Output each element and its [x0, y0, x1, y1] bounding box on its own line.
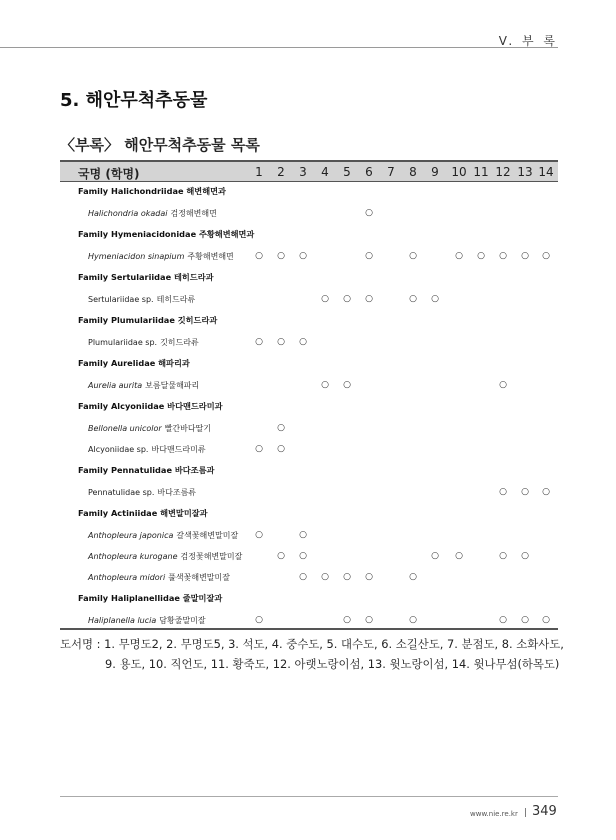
- scientific-name: Bellonella unicolor: [88, 424, 162, 433]
- scientific-name: Anthopleura midori: [88, 573, 166, 582]
- presence-mark: ○: [365, 294, 373, 304]
- presence-mark: ○: [431, 551, 439, 561]
- korean-name: 테히드라류: [156, 295, 196, 304]
- species-row: [60, 290, 558, 311]
- column-header-11: 11: [473, 165, 489, 179]
- korean-name: 주황해변해면: [187, 252, 234, 261]
- presence-mark: ○: [255, 615, 263, 625]
- presence-mark: ○: [542, 615, 550, 625]
- presence-mark: ○: [321, 572, 329, 582]
- presence-mark: ○: [277, 423, 285, 433]
- korean-name: 검정해변해면: [170, 209, 217, 218]
- family-row: [60, 268, 558, 290]
- family-label: Family Hymeniacidonidae 주황해변해면과: [78, 229, 255, 239]
- presence-mark: ○: [277, 337, 285, 347]
- column-header-10: 10: [451, 165, 467, 179]
- header-rule: [0, 47, 558, 48]
- presence-mark: ○: [299, 551, 307, 561]
- table-header: [60, 160, 558, 182]
- species-label: [88, 251, 234, 262]
- family-label: Family Sertulariidae 테히드라과: [78, 272, 214, 282]
- footer-separator: |: [524, 808, 528, 818]
- species-row: [60, 247, 558, 268]
- species-label: [88, 294, 195, 305]
- species-row: [60, 440, 558, 461]
- presence-mark: ○: [255, 444, 263, 454]
- family-label: Family Plumulariidae 깃히드라과: [78, 315, 218, 325]
- presence-mark: ○: [365, 615, 373, 625]
- presence-mark: ○: [277, 251, 285, 261]
- korean-name: 갈색꽃해변말미잘: [176, 531, 239, 540]
- species-label: [88, 423, 211, 434]
- column-header-7: 7: [387, 165, 395, 179]
- species-label: [88, 572, 230, 583]
- column-header-1: 1: [255, 165, 263, 179]
- family-row: [60, 354, 558, 376]
- species-label: [88, 551, 242, 562]
- scientific-name: Hymeniacidon sinapium: [88, 252, 185, 261]
- presence-mark: ○: [255, 530, 263, 540]
- table-title: 〈부록〉 해안무척추동물 목록: [60, 136, 260, 154]
- korean-name: 바다조름류: [157, 488, 197, 497]
- presence-mark: ○: [343, 294, 351, 304]
- scientific-name: Alcyoniidae sp.: [88, 445, 149, 454]
- column-header-2: 2: [277, 165, 285, 179]
- presence-mark: ○: [409, 572, 417, 582]
- presence-mark: ○: [277, 551, 285, 561]
- page-number: 349: [532, 804, 557, 819]
- species-label: [88, 208, 217, 219]
- presence-mark: ○: [299, 251, 307, 261]
- column-header-3: 3: [299, 165, 307, 179]
- family-row: [60, 461, 558, 483]
- presence-mark: ○: [409, 615, 417, 625]
- column-header-8: 8: [409, 165, 417, 179]
- family-label: Family Actiniidae 해변말미잘과: [78, 508, 208, 518]
- scientific-name: Plumulariidae sp.: [88, 338, 158, 347]
- presence-mark: ○: [499, 380, 507, 390]
- presence-mark: ○: [299, 572, 307, 582]
- species-row: [60, 547, 558, 568]
- presence-mark: ○: [409, 294, 417, 304]
- presence-mark: ○: [409, 251, 417, 261]
- species-label: [88, 530, 238, 541]
- scientific-name: Anthopleura kurogane: [88, 552, 178, 561]
- scientific-name: Halichondria okadai: [88, 209, 168, 218]
- presence-mark: ○: [455, 251, 463, 261]
- family-label: Family Haliplanellidae 줄말미잘과: [78, 593, 223, 603]
- presence-mark: ○: [521, 487, 529, 497]
- column-header-14: 14: [538, 165, 554, 179]
- presence-mark: ○: [431, 294, 439, 304]
- family-row: [60, 225, 558, 247]
- presence-mark: ○: [277, 444, 285, 454]
- presence-mark: ○: [499, 487, 507, 497]
- presence-mark: ○: [499, 615, 507, 625]
- column-header-4: 4: [321, 165, 329, 179]
- presence-mark: ○: [499, 251, 507, 261]
- presence-mark: ○: [321, 294, 329, 304]
- island-legend-line-2: 9. 용도, 10. 직언도, 11. 황죽도, 12. 아랫노랑이섬, 13. 윗노랑이섬, 14. 윗나무섬(하목도): [105, 657, 560, 671]
- presence-mark: ○: [521, 251, 529, 261]
- presence-mark: ○: [521, 615, 529, 625]
- scientific-name: Sertulariidae sp.: [88, 295, 154, 304]
- footer-url: www.nie.re.kr: [470, 810, 518, 818]
- species-label: [88, 444, 206, 455]
- presence-mark: ○: [542, 251, 550, 261]
- family-row: [60, 182, 558, 204]
- species-row: [60, 568, 558, 589]
- scientific-name: Pennatulidae sp.: [88, 488, 155, 497]
- family-label: Family Pennatulidae 바다조름과: [78, 465, 215, 475]
- species-label: [88, 615, 206, 626]
- korean-name: 깃히드라류: [160, 338, 199, 347]
- presence-mark: ○: [542, 487, 550, 497]
- family-label: Family Halichondriidae 해변해면과: [78, 186, 226, 196]
- scientific-name: Anthopleura japonica: [88, 531, 174, 540]
- presence-mark: ○: [365, 208, 373, 218]
- column-header-13: 13: [517, 165, 533, 179]
- presence-mark: ○: [321, 380, 329, 390]
- family-label: Family Alcyoniidae 바다맨드라미과: [78, 401, 223, 411]
- table-body: [60, 182, 558, 632]
- section-title: 5. 해안무척추동물: [60, 90, 208, 111]
- column-header-6: 6: [365, 165, 373, 179]
- family-row: [60, 589, 558, 611]
- column-header-9: 9: [431, 165, 439, 179]
- presence-mark: ○: [255, 251, 263, 261]
- island-legend-line-1: 도서명 : 1. 무명도2, 2. 무명도5, 3. 석도, 4. 중수도, 5. 대수도, 6. 소길산도, 7. 분점도, 8. 소화사도,: [60, 637, 564, 651]
- header-section-label: V. 부 록: [498, 34, 558, 48]
- family-label: Family Aurelidae 해파리과: [78, 358, 190, 368]
- column-header-12: 12: [495, 165, 511, 179]
- presence-mark: ○: [343, 615, 351, 625]
- column-header-5: 5: [343, 165, 351, 179]
- species-label: [88, 487, 196, 498]
- scientific-name: Aurelia aurita: [88, 381, 143, 390]
- presence-mark: ○: [455, 551, 463, 561]
- korean-name: 보름달물해파리: [145, 381, 200, 390]
- island-legend: [60, 634, 570, 674]
- presence-mark: ○: [343, 380, 351, 390]
- table-bottom-rule: [60, 628, 558, 630]
- presence-mark: ○: [365, 572, 373, 582]
- species-row: [60, 333, 558, 354]
- species-label: [88, 337, 199, 348]
- family-row: [60, 397, 558, 419]
- species-row: [60, 376, 558, 397]
- scientific-name: Haliplanella lucia: [88, 616, 157, 625]
- korean-name: 검정꽃해변말미잘: [180, 552, 243, 561]
- family-row: [60, 311, 558, 333]
- family-row: [60, 504, 558, 526]
- species-row: [60, 526, 558, 547]
- species-table: [60, 160, 558, 632]
- presence-mark: ○: [365, 251, 373, 261]
- presence-mark: ○: [499, 551, 507, 561]
- korean-name: 빨간바다딸기: [164, 424, 212, 433]
- korean-name: 풀색꽃해변말미잘: [168, 573, 230, 582]
- presence-mark: ○: [477, 251, 485, 261]
- species-row: [60, 483, 558, 504]
- korean-name: 담황줄말미잘: [159, 616, 206, 625]
- presence-mark: ○: [255, 337, 263, 347]
- korean-name: 바다맨드라미류: [151, 445, 206, 454]
- header-label: 국명 (학명): [78, 167, 140, 181]
- species-row: [60, 419, 558, 440]
- species-label: [88, 380, 199, 391]
- presence-mark: ○: [343, 572, 351, 582]
- species-row: [60, 204, 558, 225]
- presence-mark: ○: [521, 551, 529, 561]
- footer-rule: [60, 796, 558, 797]
- presence-mark: ○: [299, 530, 307, 540]
- presence-mark: ○: [299, 337, 307, 347]
